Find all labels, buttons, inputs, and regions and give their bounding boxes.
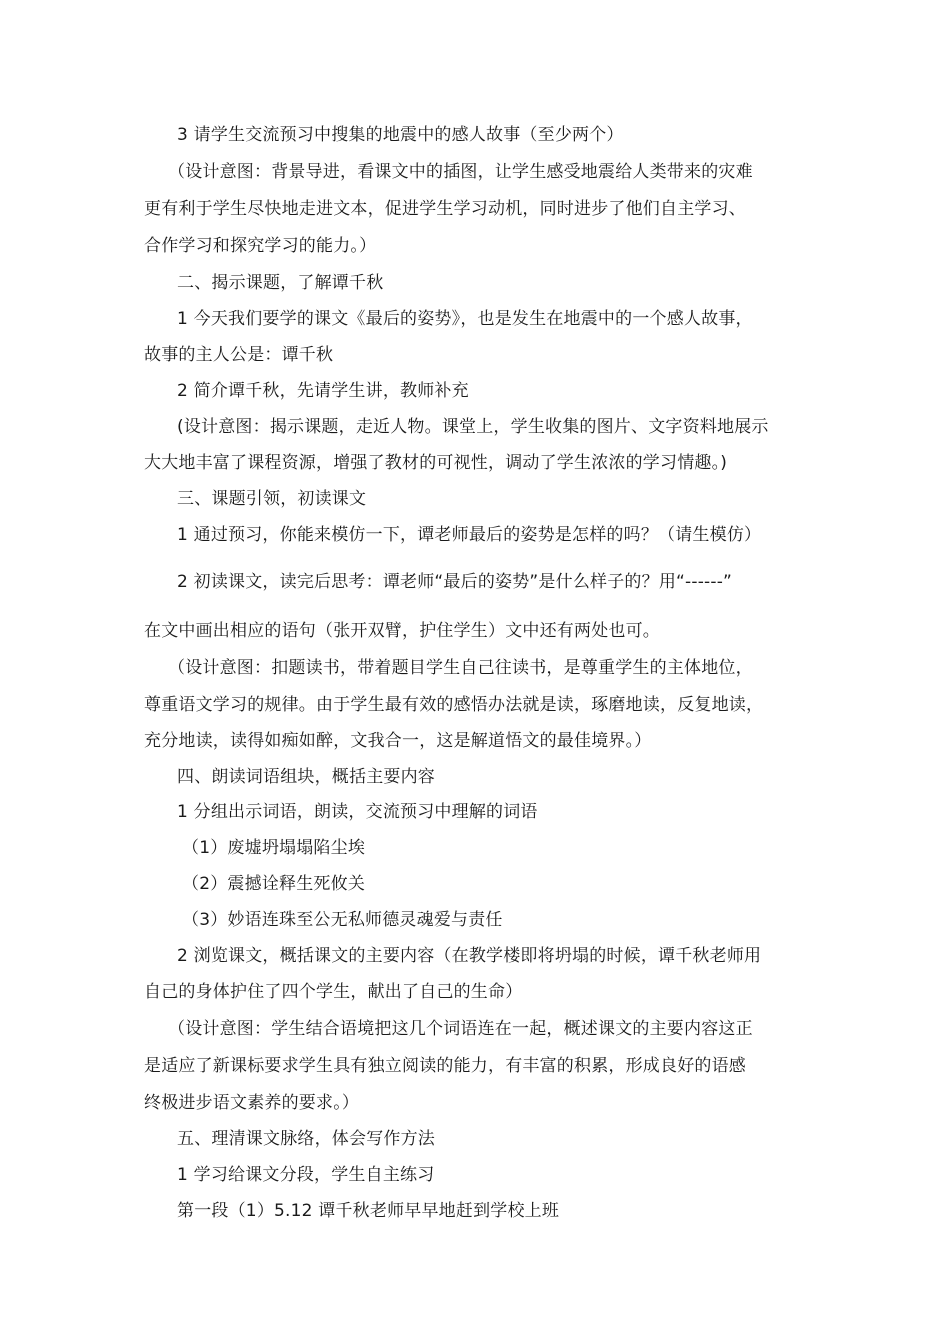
text-line: （设计意图：背景导进，看课文中的插图，让学生感受地震给人类带来的灾难 [168,162,753,182]
text-line: 是适应了新课标要求学生具有独立阅读的能力，有丰富的积累，形成良好的语感 [144,1056,746,1076]
text-line: 自己的身体护住了四个学生，献出了自己的生命） [144,982,523,1002]
text-line: 2 初读课文，读完后思考：谭老师“最后的姿势”是什么样子的？用“------” [177,572,733,592]
section-heading: 四、朗读词语组块，概括主要内容 [177,767,435,787]
text-line: 尊重语文学习的规律。由于学生最有效的感悟办法就是读，琢磨地读，反复地读， [144,695,764,715]
text-line: （设计意图：扣题读书，带着题目学生自己往读书，是尊重学生的主体地位， [168,658,753,678]
text-line: 合作学习和探究学习的能力。） [144,236,377,256]
text-line: 1 通过预习，你能来模仿一下，谭老师最后的姿势是怎样的吗？（请生模仿） [177,525,762,545]
text-line: 更有利于学生尽快地走进文本，促进学生学习动机，同时进步了他们自主学习、 [144,199,746,219]
text-line: 故事的主人公是：谭千秋 [144,345,334,365]
text-line: 充分地读，读得如痴如醉，文我合一，这是解道悟文的最佳境界。） [144,731,652,751]
text-line: (设计意图：揭示课题，走近人物。课堂上，学生收集的图片、文字资料地展示 [177,417,769,437]
list-item: （2）震撼诠释生死攸关 [182,874,366,894]
text-line: 大大地丰富了课程资源，增强了教材的可视性，调动了学生浓浓的学习情趣。) [144,453,728,473]
text-line: 2 简介谭千秋，先请学生讲，教师补充 [177,381,469,401]
list-item: （1）废墟坍塌塌陷尘埃 [182,838,366,858]
text-line: （设计意图：学生结合语境把这几个词语连在一起，概述课文的主要内容这正 [168,1019,753,1039]
section-heading: 五、理清课文脉络，体会写作方法 [177,1129,435,1149]
text-line: 2 浏览课文，概括课文的主要内容（在教学楼即将坍塌的时候，谭千秋老师用 [177,946,762,966]
text-line: 在文中画出相应的语句（张开双臂，护住学生）文中还有两处也可。 [144,621,660,641]
text-line: 1 学习给课文分段，学生自主练习 [177,1165,435,1185]
section-heading: 二、揭示课题，了解谭千秋 [177,273,384,293]
text-line: 3 请学生交流预习中搜集的地震中的感人故事（至少两个） [177,125,624,145]
text-line: 终极进步语文素养的要求。） [144,1093,360,1113]
text-line: 1 分组出示词语，朗读，交流预习中理解的词语 [177,802,538,822]
section-heading: 三、课题引领，初读课文 [177,489,367,509]
text-line: 1 今天我们要学的课文《最后的姿势》，也是发生在地震中的一个感人故事， [177,309,753,329]
text-line: 第一段（1）5.12 谭千秋老师早早地赶到学校上班 [177,1201,560,1221]
list-item: （3）妙语连珠至公无私师德灵魂爱与责任 [182,910,503,930]
